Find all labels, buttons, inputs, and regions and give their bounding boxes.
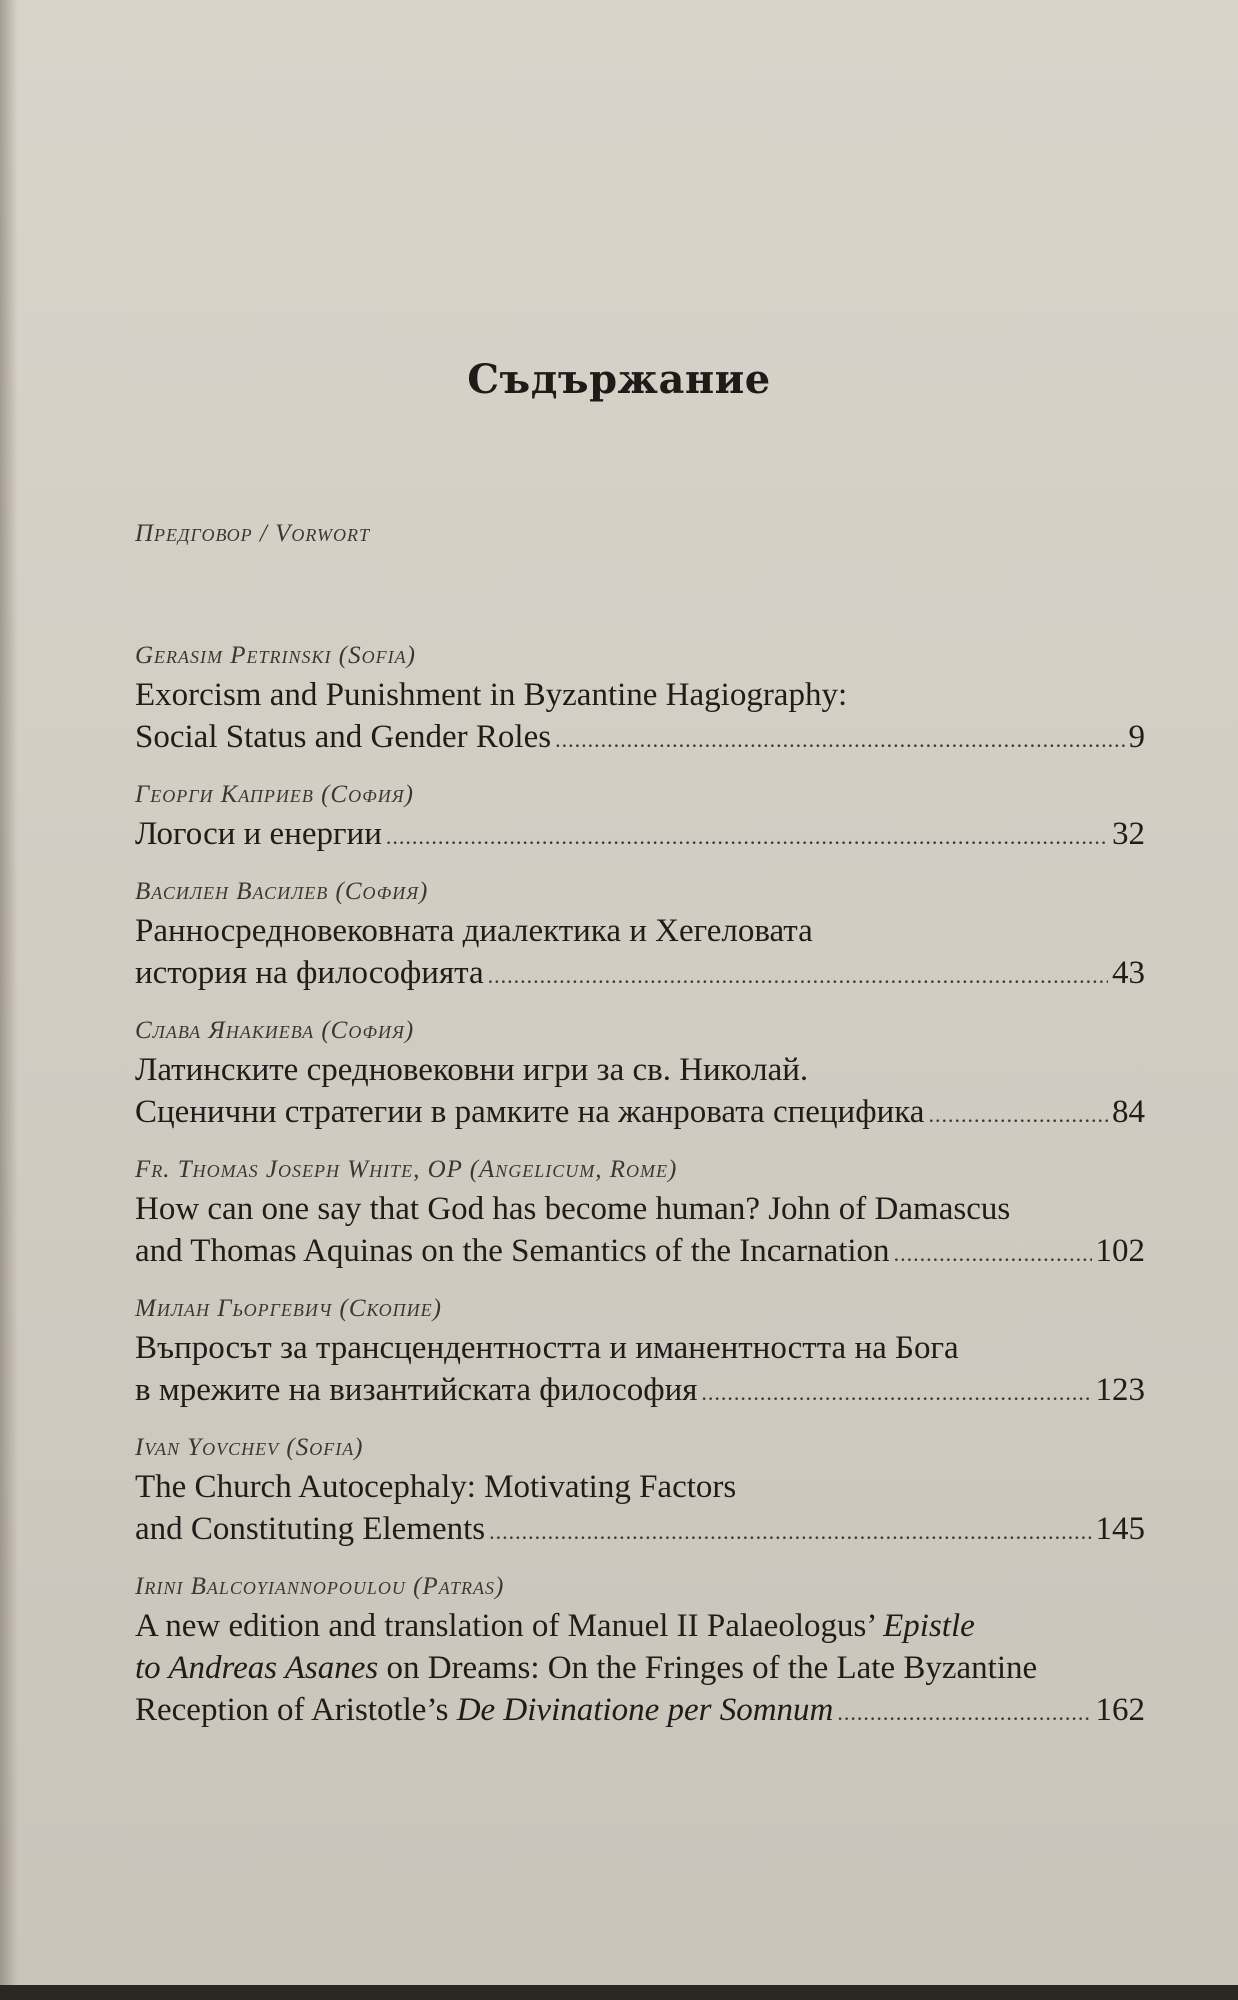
toc-author: Георги Каприев (София) (135, 781, 414, 808)
toc-title-line: Ранносредновековната диалектика и Хегеловата (135, 913, 813, 949)
toc-entry (135, 1015, 1145, 1136)
toc-author: Irini Balcoyiannopoulou (Patras) (135, 1573, 505, 1600)
toc-title-line: Въпросът за трансцендентността и иманентността на Бога (135, 1330, 959, 1366)
toc-title-line (135, 1605, 1145, 1647)
toc-title-line: The Church Autocephaly: Motivating Factors (135, 1469, 737, 1505)
page-number: 32 (1112, 816, 1145, 852)
toc-entry (135, 1154, 1145, 1275)
toc-author: Ivan Yovchev (Sofia) (135, 1434, 364, 1461)
toc-title-segment: on Dreams: On the Fringes of the Late Byzantine (378, 1650, 1038, 1686)
dot-leader (555, 719, 1124, 761)
toc-title-segment: A new edition and translation of Manuel II Palaeologus’ (135, 1608, 884, 1644)
toc-entry (135, 1293, 1145, 1414)
toc-entry (135, 876, 1145, 997)
toc-entry (135, 640, 1145, 761)
page-number: 123 (1095, 1372, 1145, 1408)
dot-leader (701, 1372, 1091, 1414)
toc-entry (135, 1432, 1145, 1553)
page-number: 9 (1128, 719, 1145, 755)
page-number: 102 (1095, 1233, 1145, 1269)
page-number: 162 (1095, 1692, 1145, 1728)
preface-entry: Предговор / Vorwort (135, 520, 371, 547)
toc-title-line: Exorcism and Punishment in Byzantine Hagiography: (135, 677, 848, 713)
toc-title-line: Латинските средновековни игри за св. Николай. (135, 1052, 809, 1088)
toc-title-line (135, 1647, 1145, 1689)
toc-title-line: and Constituting Elements (135, 1511, 486, 1547)
toc-title-line: Social Status and Gender Roles (135, 719, 552, 755)
toc-title-line: Сценични стратегии в рамките на жанровата специфика (135, 1094, 925, 1130)
dot-leader (386, 816, 1108, 858)
dot-leader (489, 1511, 1091, 1553)
page-number: 43 (1112, 955, 1145, 991)
toc-title-line: Логоси и енергии (135, 816, 382, 852)
toc-title-last-line (135, 952, 1145, 997)
toc-author: Василен Василев (София) (135, 878, 429, 905)
toc-title-line (135, 1689, 833, 1731)
toc-title-last-line (135, 813, 1145, 858)
dot-leader (837, 1692, 1091, 1734)
toc-title-italic-segment: to Andreas Asanes (135, 1650, 379, 1686)
toc-title-last-line (135, 1230, 1145, 1275)
toc-title-last-line (135, 1091, 1145, 1136)
toc-title-italic-segment: Epistle (883, 1608, 975, 1644)
toc-title-last-line (135, 716, 1145, 761)
toc-title-italic-segment: De Divinatione per Somnum (456, 1692, 834, 1728)
toc-author: Слава Янакиева (София) (135, 1017, 415, 1044)
page-title: Съдържание (467, 356, 771, 403)
dot-leader (894, 1233, 1092, 1275)
toc-title-line: история на философията (135, 955, 484, 991)
toc-title-segment: Reception of Aristotle’s (135, 1692, 457, 1728)
toc-title-line: How can one say that God has become human? John of Damascus (135, 1191, 1011, 1227)
toc-author: Fr. Thomas Joseph White, OP (Angelicum, Rome) (135, 1156, 678, 1183)
page-number: 145 (1095, 1511, 1145, 1547)
toc-entry (135, 1571, 1145, 1734)
toc-entry (135, 779, 1145, 858)
toc-title-last-line (135, 1689, 1145, 1734)
toc-title-last-line (135, 1369, 1145, 1414)
toc-title-line: and Thomas Aquinas on the Semantics of the Incarnation (135, 1233, 890, 1269)
toc-author: Gerasim Petrinski (Sofia) (135, 642, 416, 669)
dot-leader (928, 1094, 1108, 1136)
toc-author: Милан Гьоргевич (Скопие) (135, 1295, 442, 1322)
dot-leader (488, 955, 1108, 997)
toc-title-line: в мрежите на византийската философия (135, 1372, 698, 1408)
page-number: 84 (1112, 1094, 1145, 1130)
table-of-contents (135, 520, 1145, 1752)
toc-title-last-line (135, 1508, 1145, 1553)
